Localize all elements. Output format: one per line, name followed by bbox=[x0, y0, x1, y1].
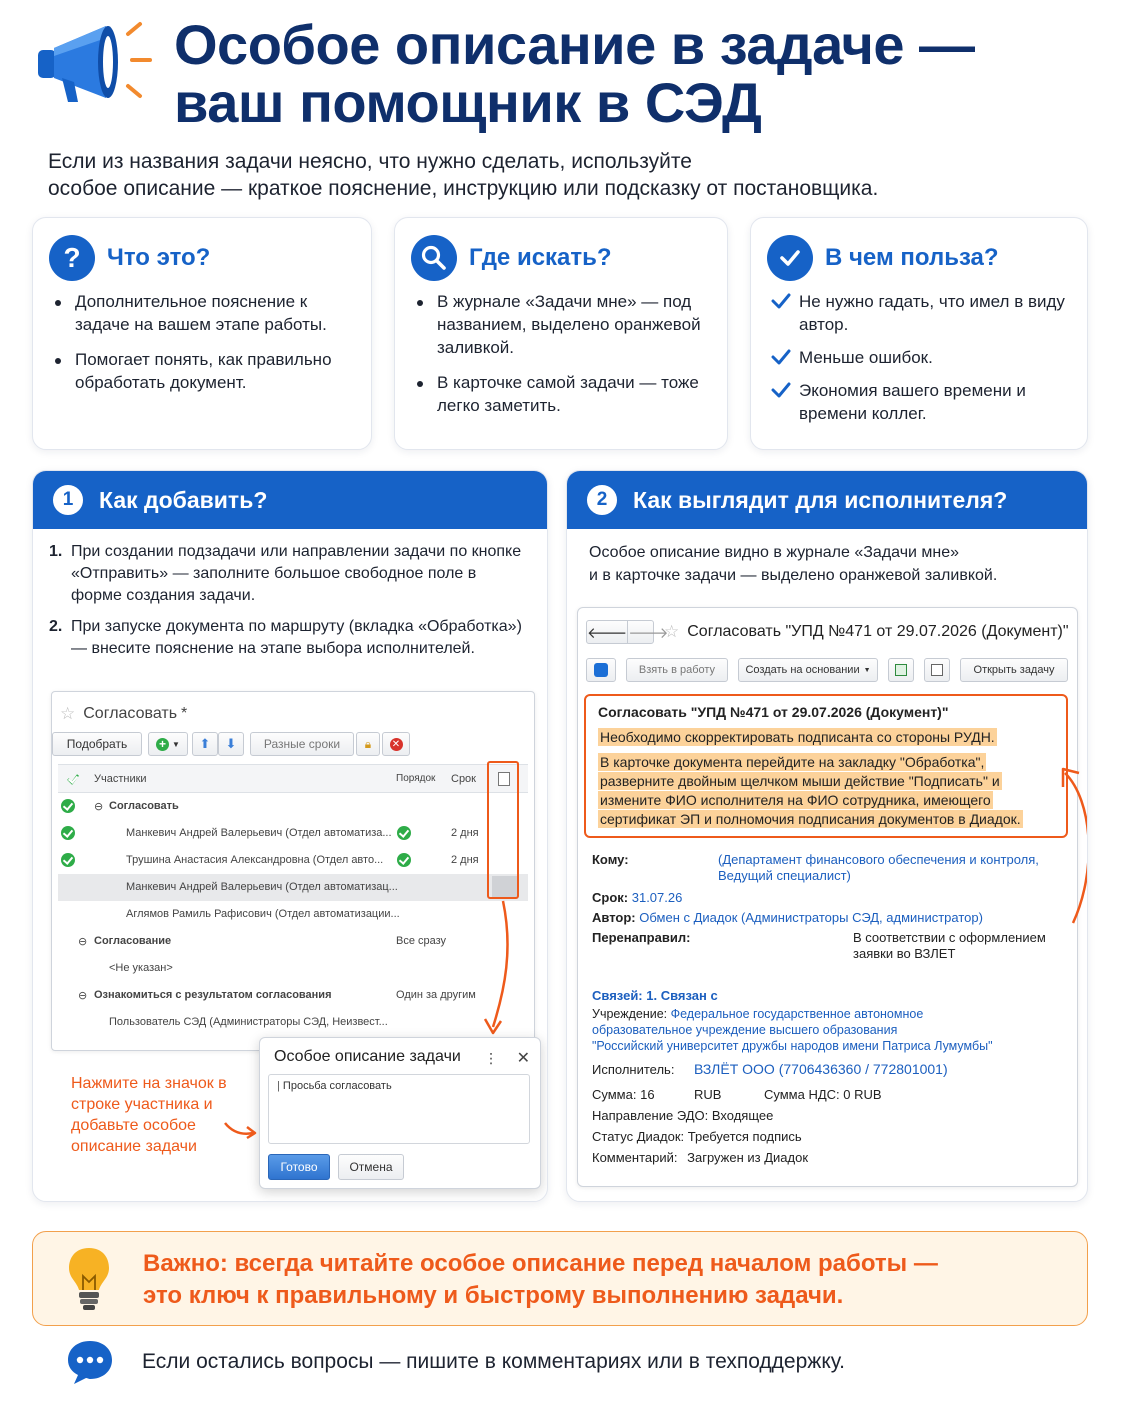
highlighted-text: В карточке документа перейдите на закладку "Обработка", разверните двойным щелчком мыши действие "Подписать" и измените ФИО исполнителя на ФИО сотрудника, имеющего сертификат ЭП и полномочия подписания документов в Диадок. bbox=[600, 754, 1021, 827]
participants-table bbox=[58, 764, 528, 1042]
page-title bbox=[174, 13, 975, 134]
close-icon[interactable]: ✕ bbox=[516, 1050, 530, 1067]
table-row[interactable] bbox=[58, 955, 528, 982]
intro-text bbox=[48, 148, 1088, 202]
take-to-work-label: Взять в работу bbox=[638, 664, 716, 676]
step-number-badge: 2 bbox=[587, 485, 617, 515]
section-executor-view bbox=[566, 470, 1088, 1202]
card-where-to-find bbox=[394, 217, 728, 450]
inst-value-line[interactable]: Федеральное государственное автономное bbox=[670, 1007, 924, 1021]
inst-value-line[interactable]: "Российский университет дружбы народов имени Патриса Лумумбы" bbox=[592, 1039, 993, 1053]
form-title bbox=[60, 704, 187, 724]
list-item bbox=[771, 346, 1071, 369]
row-text: Трушина Анастасия Александровна (Отдел авто... bbox=[126, 854, 384, 866]
ok-icon bbox=[397, 826, 411, 840]
intro-line-2: особое описание — краткое пояснение, инструкцию или подсказку от постановщика. bbox=[48, 177, 879, 200]
cancel-button-label: Отмена bbox=[349, 1160, 393, 1174]
list-item-text: Меньше ошибок. bbox=[799, 348, 933, 367]
chevron-down-icon: ▼ bbox=[172, 739, 180, 749]
author-value[interactable]: Обмен с Диадок (Администраторы СЭД, администратор) bbox=[639, 910, 983, 925]
field-label: Кому: bbox=[592, 852, 629, 867]
description-text: Просьба согласовать bbox=[282, 1080, 392, 1092]
important-line: это ключ к правильному и быстрому выполнению задачи. bbox=[143, 1282, 844, 1309]
box-paragraph bbox=[598, 753, 1054, 829]
row-text: Аглямов Рамиль Рафисович (Отдел автоматизации... bbox=[126, 908, 400, 920]
field-label: Срок: bbox=[592, 890, 629, 905]
card-list bbox=[415, 290, 711, 429]
collapse-icon[interactable]: ⊖ bbox=[94, 801, 104, 813]
search-icon bbox=[411, 235, 457, 281]
field-label: Автор: bbox=[592, 910, 636, 925]
field-label: Связей: bbox=[592, 988, 643, 1003]
intro-line: и в карточке задачи — выделено оранжевой заливкой. bbox=[589, 567, 998, 584]
add-button[interactable] bbox=[148, 732, 188, 756]
process-icon bbox=[594, 663, 608, 677]
ok-icon bbox=[61, 853, 75, 867]
nav-buttons bbox=[586, 620, 669, 644]
field-comment bbox=[592, 1150, 808, 1166]
field-author bbox=[592, 910, 983, 926]
field-to-value[interactable] bbox=[718, 852, 1039, 884]
table-row[interactable] bbox=[58, 820, 528, 847]
col-order[interactable]: Порядок bbox=[396, 773, 436, 784]
list-item: В карточке самой задачи — тоже легко заметить. bbox=[415, 371, 711, 417]
section-how-to-add bbox=[32, 470, 548, 1202]
executor-value[interactable]: ВЗЛЁТ ООО (7706436360 / 772801001) bbox=[694, 1061, 948, 1077]
hint-note: Нажмите на значок в строке участника и добавьте особое описание задачи bbox=[71, 1075, 227, 1155]
list-item-text: Не нужно гадать, что имел в виду автор. bbox=[799, 292, 1065, 334]
edo-value: Входящее bbox=[711, 1108, 774, 1123]
table-row[interactable] bbox=[58, 1009, 528, 1036]
task-card-screenshot bbox=[577, 607, 1078, 1187]
intro-line-1: Если из названия задачи неясно, что нужно сделать, используйте bbox=[48, 150, 692, 173]
open-task-label: Открыть задачу bbox=[973, 664, 1055, 676]
checkmark-icon bbox=[771, 292, 791, 310]
list-item: Дополнительное пояснение к задаче на вашем этапе работы. bbox=[53, 290, 355, 336]
field-due bbox=[592, 890, 682, 906]
field-label: Направление ЭДО: bbox=[592, 1108, 709, 1123]
box-paragraph bbox=[598, 728, 1054, 747]
lock-icon: 🔒︎ bbox=[364, 736, 372, 751]
card-benefits bbox=[750, 217, 1088, 450]
row-term: 2 дня bbox=[451, 854, 479, 866]
description-popup bbox=[259, 1037, 541, 1189]
steps-list bbox=[49, 541, 529, 669]
step-num: 1. bbox=[49, 543, 63, 560]
vat-value: 0 RUB bbox=[843, 1087, 882, 1102]
list-item: Помогает понять, как правильно обработать документ. bbox=[53, 348, 355, 394]
row-order: Один за другим bbox=[396, 989, 476, 1001]
collapse-icon[interactable]: ⊖ bbox=[78, 936, 88, 948]
more-icon[interactable]: ⋮ bbox=[484, 1050, 499, 1066]
col-participants[interactable]: Участники bbox=[94, 773, 147, 785]
add-icon: + bbox=[156, 738, 169, 751]
row-text: Ознакомиться с результатом согласования bbox=[94, 989, 332, 1001]
attach-icon bbox=[931, 664, 943, 676]
delete-icon: ✕ bbox=[390, 738, 403, 751]
links-value: 1. Связан с bbox=[646, 988, 718, 1003]
field-label: Сумма: bbox=[592, 1087, 637, 1102]
field-links[interactable] bbox=[592, 988, 718, 1004]
select-button-label: Подобрать bbox=[66, 737, 128, 751]
check-icon bbox=[767, 235, 813, 281]
field-institution bbox=[592, 1006, 993, 1054]
star-icon[interactable]: ☆ bbox=[664, 622, 680, 641]
section-intro bbox=[589, 541, 1069, 587]
highlighted-text: Необходимо скорректировать подписанта со стороны РУДН. bbox=[600, 729, 995, 745]
chat-bubble-icon bbox=[66, 1338, 114, 1386]
field-sum bbox=[592, 1087, 655, 1103]
select-button[interactable] bbox=[52, 732, 142, 756]
modified-mark: * bbox=[181, 705, 188, 722]
step-text: При запуске документа по маршруту (вкладка «Обработка») — внесите пояснение на этапе выбора исполнителей. bbox=[71, 618, 522, 657]
lock-button[interactable] bbox=[356, 732, 380, 756]
row-text: Манкевич Андрей Валерьевич (Отдел автоматизац... bbox=[126, 881, 398, 893]
table-row[interactable] bbox=[58, 982, 528, 1009]
checkmark-icon bbox=[771, 348, 791, 366]
field-redirected bbox=[592, 930, 690, 946]
card-title: Где искать? bbox=[469, 244, 612, 271]
section-title: Как выглядит для исполнителя? bbox=[633, 486, 1008, 513]
card-title: В чем польза? bbox=[825, 244, 999, 271]
intro-line: Особое описание видно в журнале «Задачи мне» bbox=[589, 544, 960, 561]
chevron-down-icon: ▼ bbox=[863, 666, 871, 674]
field-executor bbox=[592, 1062, 674, 1078]
checkmark-icon bbox=[771, 381, 791, 399]
table-row[interactable] bbox=[58, 901, 528, 928]
section-header bbox=[567, 471, 1087, 529]
collapse-icon[interactable]: ⊖ bbox=[78, 990, 88, 1002]
table-row[interactable] bbox=[58, 928, 528, 955]
description-column-highlight bbox=[487, 761, 519, 899]
row-text: <Не указан> bbox=[109, 962, 173, 974]
field-redirected-value bbox=[853, 930, 1046, 962]
field-vat bbox=[764, 1087, 882, 1103]
due-value: 31.07.26 bbox=[631, 890, 683, 905]
section-title: Как добавить? bbox=[99, 486, 268, 513]
cancel-button[interactable] bbox=[338, 1154, 404, 1180]
done-button[interactable] bbox=[268, 1154, 330, 1180]
delete-button[interactable] bbox=[382, 732, 410, 756]
field-to bbox=[592, 852, 629, 868]
route-form-screenshot bbox=[51, 691, 535, 1051]
row-order: Все сразу bbox=[396, 935, 447, 947]
ok-icon bbox=[61, 826, 75, 840]
section-header bbox=[33, 471, 547, 529]
table-icon bbox=[895, 664, 907, 676]
row-text: Согласовать bbox=[109, 800, 179, 812]
special-description-box bbox=[584, 694, 1068, 838]
forward-arrow-icon[interactable]: 🡒 bbox=[627, 621, 668, 643]
comment-value: Загружен из Диадок bbox=[687, 1150, 809, 1165]
col-term[interactable]: Срок bbox=[451, 773, 476, 785]
back-arrow-icon[interactable]: 🡐 bbox=[587, 624, 628, 642]
redirect-value-line: В соответствии с оформлением bbox=[853, 930, 1046, 945]
step-number-badge: 1 bbox=[53, 485, 83, 515]
row-text: Согласование bbox=[94, 935, 172, 947]
field-edo bbox=[592, 1108, 773, 1124]
important-callout bbox=[32, 1231, 1088, 1326]
list-item bbox=[771, 290, 1071, 336]
different-deadlines-label: Разные сроки bbox=[263, 737, 341, 751]
footer bbox=[66, 1338, 845, 1386]
list-item: В журнале «Задачи мне» — под названием, выделено оранжевой заливкой. bbox=[415, 290, 711, 359]
table-row[interactable] bbox=[58, 793, 528, 820]
move-up-button[interactable] bbox=[192, 732, 218, 756]
step-item bbox=[49, 616, 529, 660]
megaphone-icon bbox=[36, 18, 154, 102]
take-to-work-button[interactable] bbox=[626, 658, 728, 682]
row-term: 2 дня bbox=[451, 827, 479, 839]
card-title: Что это? bbox=[107, 244, 211, 271]
to-value-line: Ведущий специалист) bbox=[718, 868, 851, 883]
table-row-selected[interactable] bbox=[58, 874, 528, 901]
step-text: При создании подзадачи или направлении задачи по кнопке «Отправить» — заполните большое свободное поле в форме создания задачи. bbox=[71, 543, 522, 604]
sum-value: 16 bbox=[640, 1087, 655, 1102]
form-title-text: Согласовать bbox=[83, 705, 178, 722]
field-label: Перенаправил: bbox=[592, 930, 691, 945]
row-text: Пользователь СЭД (Администраторы СЭД, Неизвест... bbox=[109, 1016, 388, 1028]
excel-button[interactable] bbox=[888, 658, 914, 682]
field-diadoc bbox=[592, 1129, 802, 1145]
ok-icon bbox=[61, 799, 75, 813]
list-item-text: Экономия вашего времени и времени коллег. bbox=[799, 381, 1026, 423]
table-row[interactable] bbox=[58, 847, 528, 874]
ok-icon bbox=[397, 853, 411, 867]
sum-currency: RUB bbox=[694, 1087, 722, 1102]
field-label: Сумма НДС: bbox=[764, 1087, 840, 1102]
arrow-down-icon: ⬇ bbox=[225, 736, 237, 751]
card-list bbox=[53, 290, 355, 406]
title-line-2: ваш помощник в СЭД bbox=[174, 71, 762, 134]
move-down-button[interactable] bbox=[218, 732, 244, 756]
to-value-line: (Департамент финансового обеспечения и контроля, bbox=[718, 852, 1039, 867]
question-icon: ? bbox=[49, 235, 95, 281]
box-title: Согласовать "УПД №471 от 29.07.2026 (Документ)" bbox=[598, 704, 949, 720]
step-item bbox=[49, 541, 529, 607]
arrow-up-icon: ⬆ bbox=[199, 736, 211, 751]
popup-controls bbox=[484, 1048, 530, 1068]
lightbulb-icon bbox=[67, 1246, 111, 1312]
open-task-button[interactable] bbox=[960, 658, 1068, 682]
list-item bbox=[771, 379, 1071, 425]
inst-value-line[interactable]: образовательное учреждение высшего образования bbox=[592, 1023, 898, 1037]
field-label: Комментарий: bbox=[592, 1150, 678, 1165]
title-line-1: Особое описание в задаче — bbox=[174, 13, 975, 76]
create-based-on-button[interactable] bbox=[738, 658, 878, 682]
card-what-is-it bbox=[32, 217, 372, 450]
field-label: Статус Диадок: bbox=[592, 1129, 685, 1144]
task-card-title bbox=[664, 622, 1069, 642]
status-column-icon bbox=[66, 772, 80, 786]
diadoc-value: Требуется подпись bbox=[687, 1129, 802, 1144]
important-line: Важно: всегда читайте особое описание перед началом работы — bbox=[143, 1250, 938, 1277]
table-header bbox=[58, 765, 528, 793]
attach-button[interactable] bbox=[924, 658, 950, 682]
field-label: Исполнитель: bbox=[592, 1062, 675, 1077]
star-icon[interactable]: ☆ bbox=[60, 704, 76, 723]
done-button-label: Готово bbox=[280, 1160, 318, 1174]
field-label: Учреждение: bbox=[592, 1007, 668, 1021]
footer-text: Если остались вопросы — пишите в комментариях или в техподдержку. bbox=[142, 1350, 845, 1373]
task-card-title-text: Согласовать "УПД №471 от 29.07.2026 (Документ)" bbox=[687, 623, 1069, 640]
important-text bbox=[143, 1248, 938, 1312]
row-text: Манкевич Андрей Валерьевич (Отдел автоматиза... bbox=[126, 827, 392, 839]
create-based-on-label: Создать на основании bbox=[745, 664, 860, 676]
step-num: 2. bbox=[49, 618, 63, 635]
action-button[interactable] bbox=[586, 658, 616, 682]
popup-title: Особое описание задачи bbox=[274, 1048, 461, 1065]
different-deadlines-button[interactable] bbox=[250, 732, 354, 756]
redirect-value-line: заявки во ВЗЛЕТ bbox=[853, 946, 956, 961]
card-list bbox=[771, 290, 1071, 435]
description-textarea[interactable]: | Просьба согласовать bbox=[268, 1074, 530, 1144]
